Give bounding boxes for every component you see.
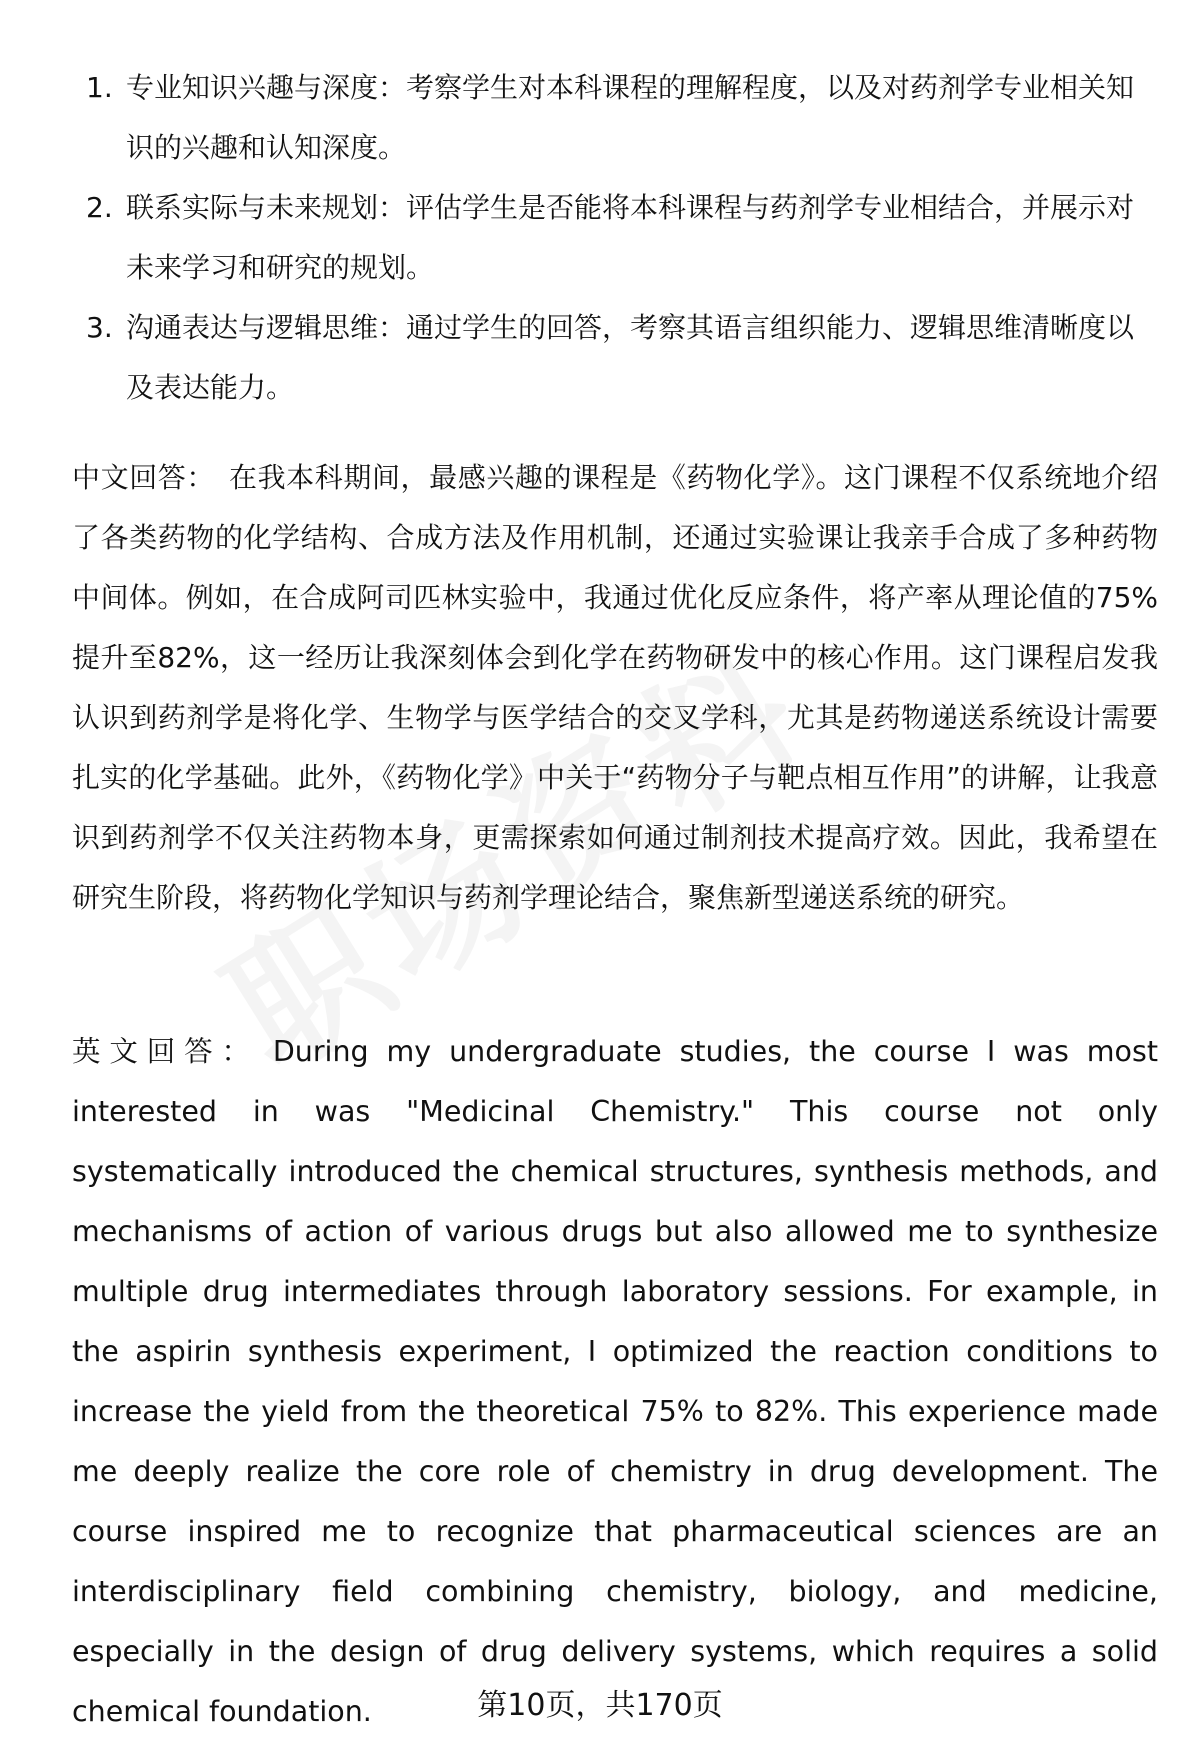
evaluation-criteria-list [72, 58, 1152, 418]
criteria-text: 专业知识兴趣与深度：考察学生对本科课程的理解程度，以及对药剂学专业相关知识的兴趣和认知深度。 [126, 71, 1135, 164]
criteria-text: 沟通表达与逻辑思维：通过学生的回答，考察其语言组织能力、逻辑思维清晰度以及表达能力。 [126, 311, 1135, 404]
english-answer-label: 英文回答： [72, 1035, 259, 1068]
criteria-item [72, 298, 1152, 418]
chinese-answer-text: 在我本科期间，最感兴趣的课程是《药物化学》。这门课程不仅系统地介绍了各类药物的化学结构、合成方法及作用机制，还通过实验课让我亲手合成了多种药物中间体。例如，在合成阿司匹林实验中，我通过优化反应条件，将产率从理论值的75%提升至82%，这一经历让我深刻体会到化学在药物研发中的核心作用。这门课程启发我认识到药剂学是将化学、生物学与医学结合的交叉学科，尤其是药物递送系统设计需要扎实的化学基础。此外，《药物化学》中关于“药物分子与靶点相互作用”的讲解，让我意识到药剂学不仅关注药物本身，更需探索如何通过制剂技术提高疗效。因此，我希望在研究生阶段，将药物化学知识与药剂学理论结合，聚焦新型递送系统的研究。 [72, 461, 1158, 914]
chinese-answer-paragraph [72, 448, 1158, 928]
page-number-footer: 第10页，共170页 [477, 1688, 723, 1723]
chinese-answer-label: 中文回答： [72, 461, 215, 494]
criteria-item [72, 58, 1152, 178]
criteria-text: 联系实际与未来规划：评估学生是否能将本科课程与药剂学专业相结合，并展示对未来学习和研究的规划。 [126, 191, 1135, 284]
criteria-number: 2. [86, 191, 113, 224]
criteria-number: 3. [86, 311, 113, 344]
criteria-item [72, 178, 1152, 298]
criteria-number: 1. [86, 71, 113, 104]
english-answer-paragraph [72, 1022, 1158, 1742]
english-answer-text: During my undergraduate studies, the course I was most interested in was "Medicinal Chemistry." This course not only systematically introduced the chemical structures, synthesis methods, and mechanisms of action of various drugs but also allowed me to synthesize multiple drug intermediates through laboratory sessions. For example, in the aspirin synthesis experiment, I optimized the reaction conditions to increase the yield from the theoretical 75% to 82%. This experience made me deeply realize the core role of chemistry in drug development. The course inspired me to recognize that pharmaceutical sciences are an interdisciplinary field combining chemistry, biology, and medicine, especially in the design of drug delivery systems, which requires a solid chemical foundation. [72, 1035, 1158, 1728]
